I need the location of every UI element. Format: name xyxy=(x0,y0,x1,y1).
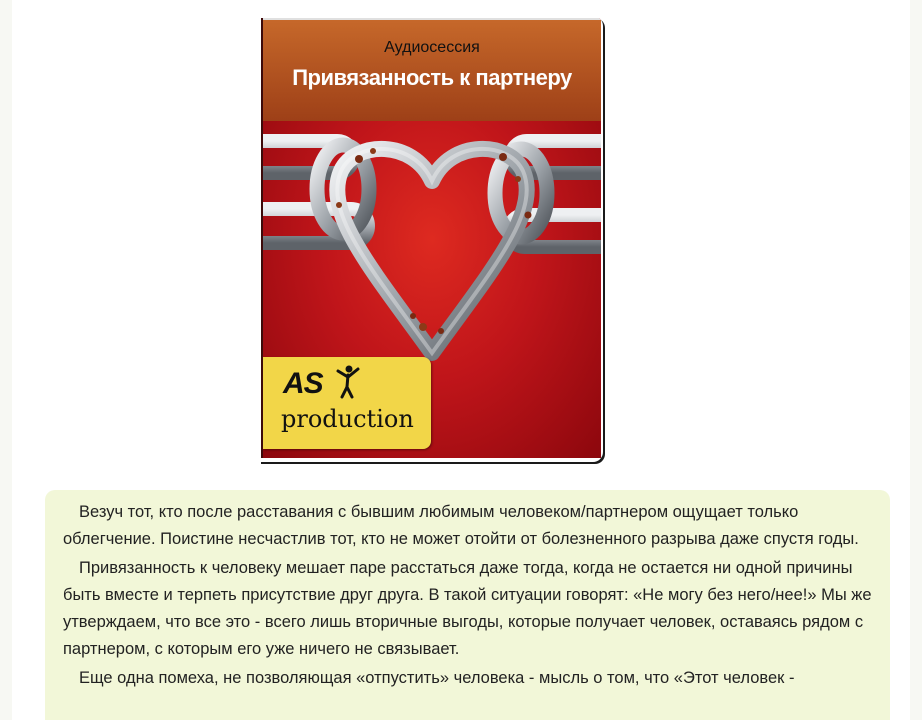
logo-mark: AS xyxy=(283,367,323,400)
logo-word: production xyxy=(281,405,414,433)
article-paragraph: Везуч тот, кто после расставания с бывшим любимым человеком/партнером ощущает только облегчение. Поистине несчастлив тот, кто не может отойти от болезненного разрыва даже спустя годы. xyxy=(63,503,859,548)
cover-kicker: Аудиосессия xyxy=(384,39,480,56)
cover-image xyxy=(259,16,603,462)
article-paragraph: Привязанность к человеку мешает паре расстаться даже тогда, когда не остается ни одной причины быть вместе и терпеть присутствие друг друга. В такой ситуации говорят: «Не могу без него/нее!» Мы же утверждаем, что все это - всего лишь вторичные выгоды, которые получает человек, оставаясь рядом с партнером, с которым его уже ничего не связывает. xyxy=(63,559,872,658)
cover-title: Привязанность к партнеру xyxy=(292,65,572,90)
cover-title-band xyxy=(263,18,601,123)
cover-face xyxy=(261,18,601,458)
article-paragraph: Еще одна помеха, не позволяющая «отпустить» человека - мысль о том, что «Этот человек - xyxy=(79,669,795,687)
person-figure-icon xyxy=(335,365,361,399)
ast-production-logo xyxy=(263,357,431,449)
article-text-panel xyxy=(45,490,890,720)
